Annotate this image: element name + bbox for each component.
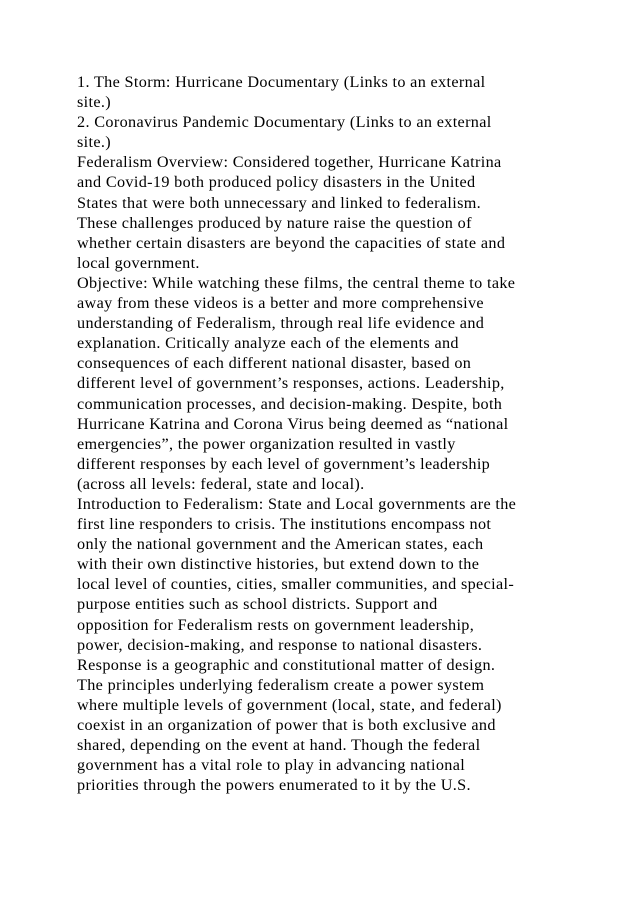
text-line: explanation. Critically analyze each of the elements and — [77, 334, 459, 353]
text-line: different level of government’s responses, actions. Leadership, — [77, 374, 505, 393]
text-line: different responses by each level of government’s leadership — [77, 454, 491, 473]
text-line: Response is a geographic and constitutional matter of design. — [77, 655, 496, 674]
text-line: purpose entities such as school districts. Support and — [77, 595, 438, 614]
text-line: These challenges produced by nature raise the question of — [77, 213, 472, 232]
text-line: with their own distinctive histories, but extend down to the — [77, 555, 480, 574]
text-line: government has a vital role to play in advancing national — [77, 756, 466, 775]
text-line: Hurricane Katrina and Corona Virus being deemed as “national — [77, 414, 509, 433]
text-line: The principles underlying federalism create a power system — [77, 675, 485, 694]
text-line: Federalism Overview: Considered together, Hurricane Katrina — [77, 153, 502, 172]
text-line: 2. Coronavirus Pandemic Documentary (Links to an external — [77, 113, 492, 132]
text-line: Objective: While watching these films, the central theme to take — [77, 273, 516, 292]
text-line: and Covid-19 both produced policy disasters in the United — [77, 173, 476, 192]
text-line: priorities through the powers enumerated to it by the U.S. — [77, 776, 471, 795]
text-line: local level of counties, cities, smaller communities, and special- — [77, 575, 515, 594]
text-line: emergencies”, the power organization resulted in vastly — [77, 434, 456, 453]
text-line: 1. The Storm: Hurricane Documentary (Links to an external — [77, 73, 486, 91]
document-body — [77, 72, 577, 795]
text-line: shared, depending on the event at hand. Though the federal — [77, 736, 481, 755]
text-line: consequences of each different national disaster, based on — [77, 354, 472, 373]
text-line: site.) — [77, 93, 112, 112]
text-line: States that were both unnecessary and linked to federalism. — [77, 193, 482, 212]
text-line: first line responders to crisis. The institutions encompass not — [77, 515, 492, 534]
text-line: local government. — [77, 253, 200, 272]
text-line: opposition for Federalism rests on government leadership, — [77, 615, 475, 634]
text-line: Introduction to Federalism: State and Local governments are the — [77, 494, 517, 513]
text-line: (across all levels: federal, state and local). — [77, 474, 365, 493]
text-line: whether certain disasters are beyond the capacities of state and — [77, 233, 506, 252]
text-line: site.) — [77, 133, 112, 152]
text-line: communication processes, and decision-making. Despite, both — [77, 394, 503, 413]
text-line: only the national government and the American states, each — [77, 535, 484, 554]
text-line: power, decision-making, and response to national disasters. — [77, 635, 483, 654]
text-line: where multiple levels of government (local, state, and federal) — [77, 695, 502, 714]
text-line: coexist in an organization of power that is both exclusive and — [77, 716, 496, 734]
text-line: understanding of Federalism, through real life evidence and — [77, 314, 485, 333]
text-line: away from these videos is a better and more comprehensive — [77, 294, 484, 313]
